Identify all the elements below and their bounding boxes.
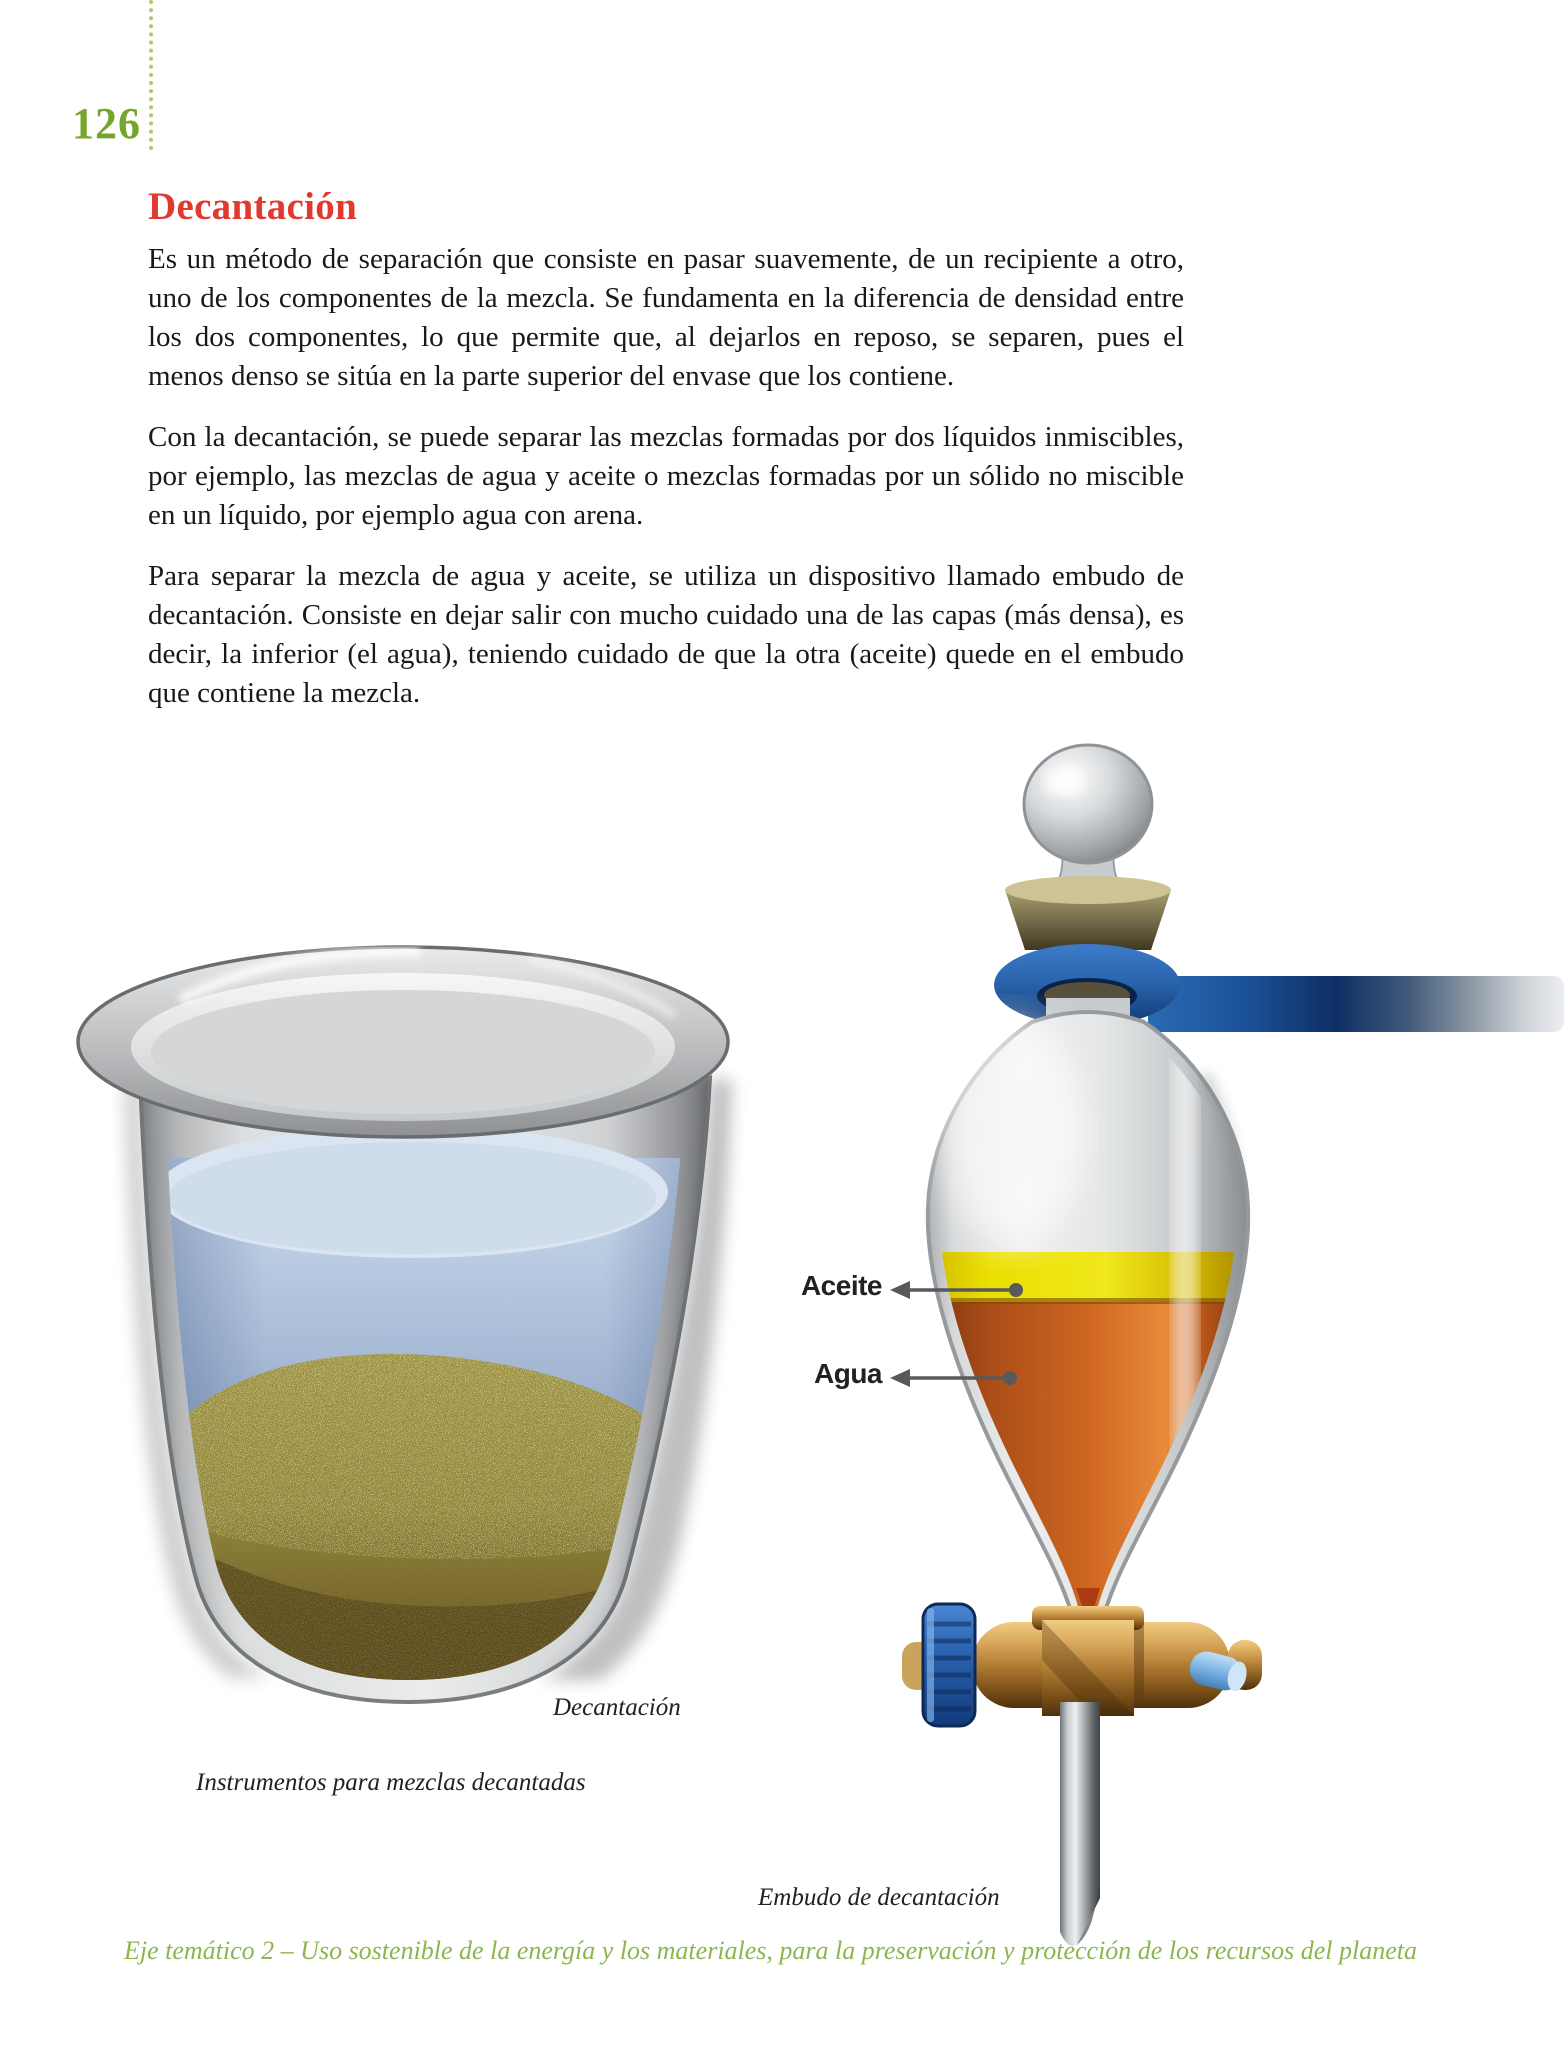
page-number: 126 <box>72 99 141 148</box>
beaker-water-surface-inner <box>168 1142 656 1254</box>
article-body <box>148 240 1184 735</box>
oil-label: Aceite <box>800 1270 882 1301</box>
clamp-arm <box>1148 976 1564 1032</box>
stopcock-wheel <box>923 1604 975 1726</box>
beaker-rim-opening <box>151 990 655 1114</box>
footer-theme-line: Eje temático 2 – Uso sostenible de la energía y los materiales, para la preservación y protección de los recursos del planeta <box>124 1936 1418 1965</box>
cork-top <box>1005 876 1171 904</box>
glass-highlight-stripe <box>1172 1040 1198 1600</box>
beaker-caption: Decantación <box>553 1694 681 1721</box>
stopper-sphere <box>1024 745 1152 863</box>
water-layer <box>920 1302 1260 1622</box>
stopper-highlight <box>1044 769 1084 795</box>
glass-highlight <box>940 1017 1084 1247</box>
beaker-subcaption: Instrumentos para mezclas decantadas <box>196 1769 586 1796</box>
beaker-illustration <box>60 930 760 1720</box>
funnel-caption: Embudo de decantación <box>758 1884 1000 1911</box>
water-label: Agua <box>814 1358 882 1389</box>
paragraph-1: Es un método de separación que consiste en pasar suavemente, de un recipiente a otro, uno de los componentes de la mezcla. Se fundamenta en la diferencia de densidad entre los dos componentes, lo que permite que, al dejarlos en reposo, se separen, pues el menos denso se sitúa en la parte superior del envase que los contiene. <box>148 243 1184 392</box>
paragraph-3: Para separar la mezcla de agua y aceite, se utiliza un dispositivo llamado embudo de decantación. Consiste en dejar salir con mucho cuidado una de las capas (más densa), es decir, la inferior (el agua), teniendo cuidado de que la otra (aceite) quede en el embudo que contiene la mezcla. <box>148 560 1184 709</box>
section-heading: Decantación <box>148 185 358 229</box>
funnel-stem <box>1060 1702 1100 1894</box>
oil-arrow-icon <box>890 1276 1030 1304</box>
water-arrow-icon <box>890 1364 1024 1392</box>
paragraph-2: Con la decantación, se puede separar las mezclas formadas por dos líquidos inmiscibles, por ejemplo, las mezclas de agua y aceite o mezclas formadas por un sólido no miscible en un líquido, por ejemplo agua con arena. <box>148 421 1184 531</box>
dotted-rule <box>149 0 153 150</box>
separating-funnel-illustration <box>680 740 1564 1980</box>
